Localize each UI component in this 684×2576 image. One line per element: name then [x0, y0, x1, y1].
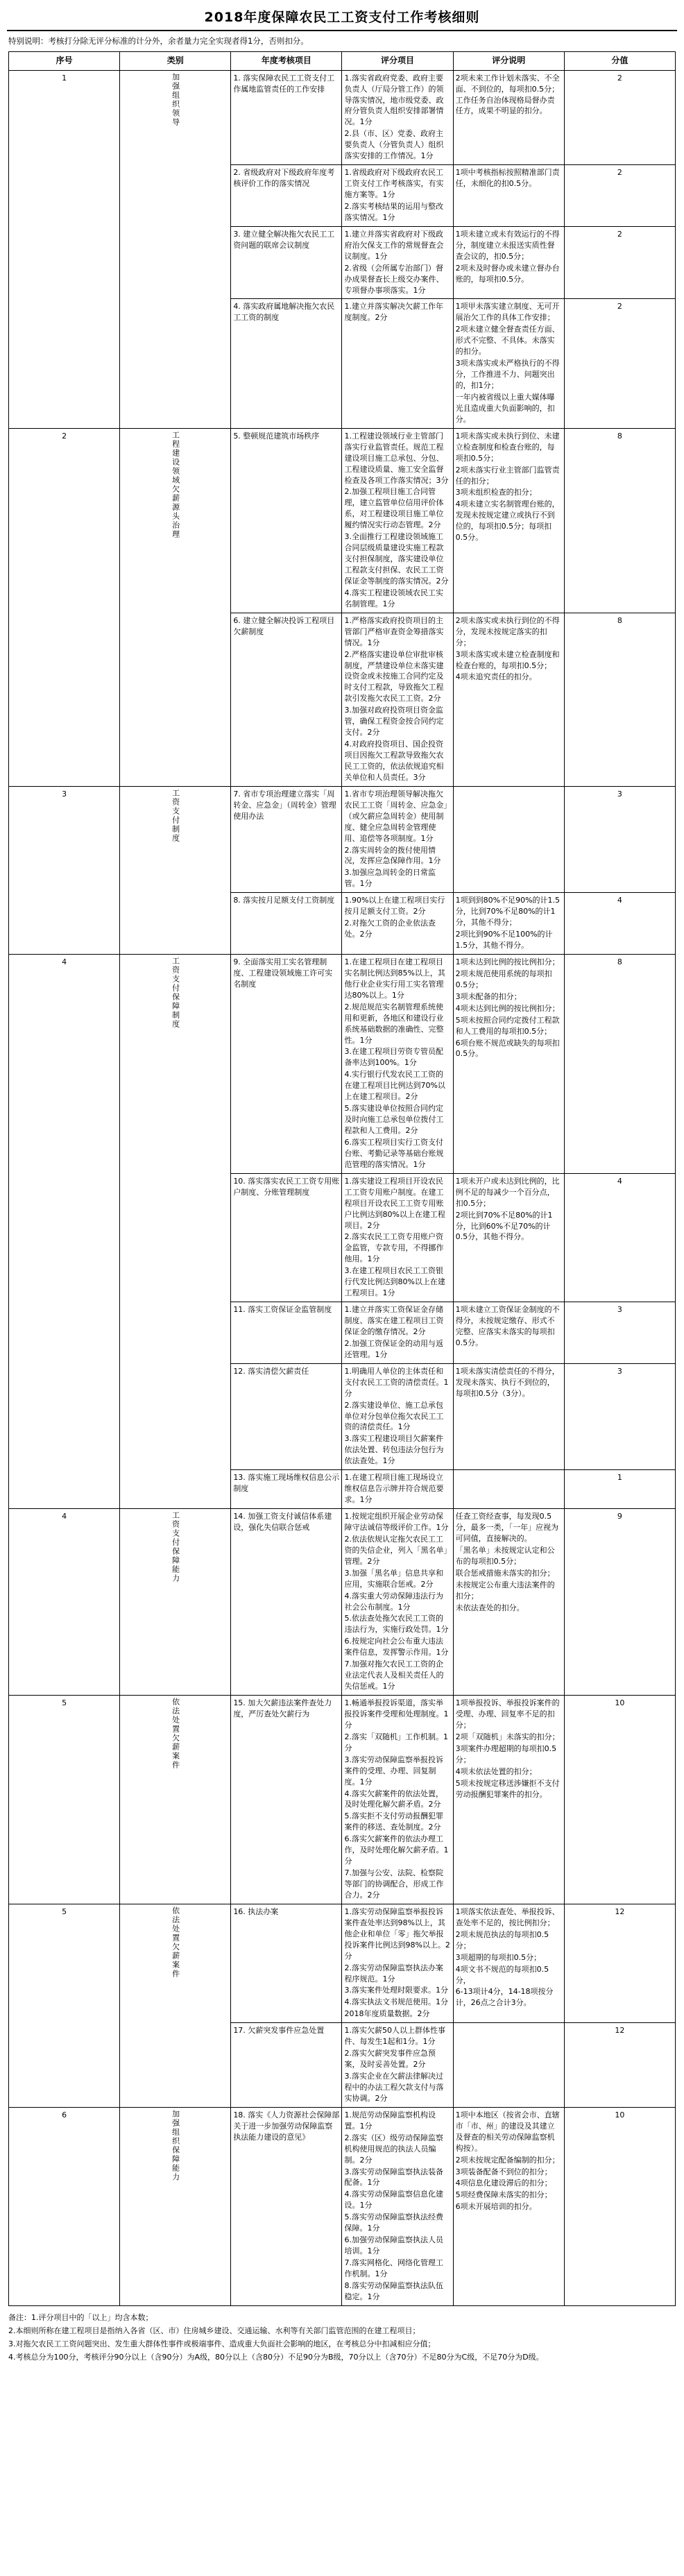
- row-detail: 1.省市专项治理领导解决拖欠农民工工资「周转金、应急金」（或欠薪应急周转金）使用制度、健全应急周转金管理使用、追偿等各项制度。1分 2.落实周转金的拨付使用情况，发挥应急保障作用。1分 3.加强应急周转金的日常监管。1分: [342, 786, 453, 892]
- row-detail: 1.落实建设工程项目开设农民工工资专用账户制度。在建工程项目开设农民工工资专用账户比例达到80%以上在建工程项目。2分 2.落实农民工工资专用账户资金监管，专款专用，不得挪作他用。1分 3.在建工程项目农民工工资银行代发比例达到80%以上在建工程项目。1分: [342, 1173, 453, 1302]
- row-explanation: 1项甲未落实建立制度、无可开展治欠工作的具体工作安排； 2项未建立健全督查责任方面、形式不完整、不具体。未落实的扣分。 3项未落实或未严格执行的不得分，工作推进不力、问题突出的，扣1分； 一年内被省级以上重大媒体曝光且造成重大负面影响的，扣分。: [453, 299, 564, 428]
- category-label: 依法处置欠薪案件: [171, 1906, 180, 1979]
- row-score: 2: [564, 299, 675, 428]
- row-detail: 1.按规定组织开展企业劳动保障守法诚信等级评价工作。1分 2.依法依规认定拖欠农民工工资的失信企业，列入「黑名单」管理。2分 3.加强「黑名单」信息共享和应用，实施联合惩戒。2分 4.落实重大劳动保障违法行为社会公布制度。1分 5.依法查处拖欠农民工工资的违法行为，实施行政处罚。1分 6.按规定向社会公布重大违法案件信息，发挥警示作用。1分 7.加强对拖欠农民工工资的企业法定代表人及相关责任人的失信惩戒。1分: [342, 1509, 453, 1696]
- row-item: 12. 落实清偿欠薪责任: [231, 1363, 342, 1469]
- row-detail: 1.在建工程项目在建工程项目实名制比例达到85%以上，其他行业企业实行用工实名管理达80%以上。1分 2.规范规范实名制管理系统使用和更新，各地区和建设行业系统基础数据的准确性、完整性。1分 3.在建工程项目劳资专管员配备率达到100%。1分 4.实行银行代发农民工工资的在建工程项目比例达到70%以上在建工程项目。2分 5.落实建设单位按照合同约定及时向施工总承包单位拨付工程款和人工费用。2分 6.落实工程项目实行工资支付台账、考勤记录等基础台账规范管理的落实情况。1分: [342, 954, 453, 1173]
- row-explanation: [453, 786, 564, 892]
- row-seq: 2: [9, 428, 120, 786]
- row-score: 1: [564, 1470, 675, 1509]
- header-score: 分值: [564, 52, 675, 70]
- row-score: 12: [564, 1904, 675, 2022]
- row-item: 6. 建立健全解决投诉工程项目欠薪制度: [231, 613, 342, 786]
- special-note: 特别说明：考核打分除无评分标准的计分外，余者量力完全实现者得1分，否则扣分。: [8, 36, 309, 46]
- category-label: 工资支付制度: [171, 788, 180, 843]
- row-category: [120, 2107, 231, 2305]
- footnote-line: 3.对拖欠农民工工资问题突出、发生重大群体性事件或极端事件、造成重大负面社会影响的地区，在考核总分中扣减相应分值；: [8, 2339, 436, 2348]
- row-explanation: 1项中本地区（按省会市、直辖市「市、州」的建设及其建立及督查的相关劳动保障监察机构按）。 2项未按规定配备编制的扣分； 3项装备配备不到位的扣分； 4项信息化建设滞后的扣分； 5项经费保障未落实的扣分； 6项未开展培训的扣分。: [453, 2107, 564, 2305]
- row-detail: 1.建立并落实解决欠薪工作年度制度。2分: [342, 299, 453, 428]
- row-score: 3: [564, 1363, 675, 1469]
- category-label: 工资支付保障制度: [171, 956, 180, 1029]
- row-category: [120, 1509, 231, 1696]
- row-explanation: [453, 2023, 564, 2108]
- table-row: [9, 954, 676, 1173]
- category-label: 工资支付保障能力: [171, 1511, 180, 1584]
- row-explanation: 任查工资经查事，每发现0.5分，最多一类，「一年」应视为可同值，直接解决的。 「黑名单」未按规定认定和公布的每项扣0.5分； 联合惩戒措施未落实的扣分； 未按规定公布重大违法案件的扣分； 未依法查处的扣分。: [453, 1509, 564, 1696]
- row-score: 10: [564, 1696, 675, 1904]
- category-label: 工程建设领域欠薪源头治理: [171, 430, 180, 539]
- header-category: 类别: [120, 52, 231, 70]
- row-seq: 1: [9, 70, 120, 428]
- row-detail: 1.90%以上在建工程项目实行按月足额支付工资。2分 2.对拖欠工资的企业依法查处。2分: [342, 893, 453, 955]
- table-row: [9, 1509, 676, 1696]
- row-score: 3: [564, 786, 675, 892]
- row-explanation: 1项未建立工资保证金制度的不得分，未按规定缴存、形式不完整、应落实未落实的每项扣0.5分。: [453, 1302, 564, 1364]
- row-explanation: 2项未来工作计划未落实、不全面、不到位的，每项扣0.5分；工作任务自治体现格局督办责任方，成果不明显的扣分。: [453, 70, 564, 165]
- row-category: [120, 786, 231, 954]
- row-item: 3. 建立健全解决拖欠农民工工资问题的联席会议制度: [231, 226, 342, 299]
- row-detail: 1.明确用人单位的主体责任和支付农民工工资的清偿责任。1分 2.落实建设单位、施工总承包单位对分包单位拖欠农民工工资的清偿责任。1分 3.落实工程建设项目欠薪案件依法处置、转包违法分包行为依法查处。1分: [342, 1363, 453, 1469]
- row-detail: 1.省级政府对下级政府农民工工资支付工作考核落实，有实施方案等。1分 2.落实考核结果的运用与整改落实情况。1分: [342, 165, 453, 227]
- row-score: 2: [564, 70, 675, 165]
- row-item: 17. 欠薪突发事件应急处置: [231, 2023, 342, 2108]
- header-item: 年度考核项目: [231, 52, 342, 70]
- row-category: [120, 70, 231, 428]
- row-detail: 1.规范劳动保障监察机构设置。1分 2.落实（区）级劳动保障监察机构使用规范的执法人员编制。2分 3.落实劳动保障监察执法装备配备。1分 4.落实劳动保障监察信息化建设。1分 5.落实劳动保障监察执法经费保障。1分 6.加强劳动保障监察执法人员培训。1分 7.落实网格化、网络化管理工作机制。1分 8.落实劳动保障监察执法队伍稳定。1分: [342, 2107, 453, 2305]
- table-row: [9, 70, 676, 165]
- row-item: 18. 落实《人力资源社会保障部关于进一步加强劳动保障监察执法能力建设的意见》: [231, 2107, 342, 2305]
- row-item: 10. 落实落实农民工工资专用账户制度、分账管理制度: [231, 1173, 342, 1302]
- header-detail: 评分项目: [342, 52, 453, 70]
- footnote-line: 2.本细则所称在建工程项目是指纳入各省（区、市）住房城乡建设、交通运输、水利等有关部门监管范围的在建工程项目；: [8, 2326, 420, 2335]
- row-explanation: 1项未落实清偿责任的不得分，发现未落实、执行不到位的，每项扣0.5分（3分）。: [453, 1363, 564, 1469]
- row-explanation: 2项未落实或未执行到位的不得分，发现未按规定落实的扣分； 3项未落实或未建立检查制度和检查台账的，每项扣0.5分； 4项未追究责任的扣分。: [453, 613, 564, 786]
- page-title: 2018年度保障农民工工资支付工作考核细则: [204, 10, 480, 25]
- row-score: 8: [564, 613, 675, 786]
- row-seq: 4: [9, 954, 120, 1508]
- row-score: 8: [564, 428, 675, 613]
- row-detail: 1.落实欠薪50人以上群体性事件、每发生1起和1分。1分 2.落实欠薪突发事件应急预案，及时妥善处置。2分 3.落实企业在欠薪法律解决过程中的办法工程欠款支付与落实协调。2分: [342, 2023, 453, 2108]
- row-seq: 4: [9, 1509, 120, 1696]
- row-detail: 1.畅通举报投诉渠道，落实举报投诉案件受理和处理制度。1分 2.落实「双随机」工作机制。1分 3.落实劳动保障监察举报投诉案件的受理、办理、回复制度。1分 4.落实欠薪案件的依法处置，及时处理化解欠薪矛盾。2分 5.落实拒不支付劳动报酬犯罪案件的移送、查处制度。2分 6.落实欠薪案件的依法办理工作，及时处理化解欠薪矛盾。1分 7.加强与公安、法院、检察院等部门的协调配合，形成工作合力。2分: [342, 1696, 453, 1904]
- row-score: 2: [564, 165, 675, 227]
- row-item: 5. 整顿规范建筑市场秩序: [231, 428, 342, 613]
- row-item: 7. 省市专项治理建立落实「周转金、应急金」（周转金）管理使用办法: [231, 786, 342, 892]
- footnotes: [0, 2306, 684, 2375]
- row-seq: 5: [9, 1696, 120, 1904]
- row-seq: 6: [9, 2107, 120, 2305]
- row-explanation: 1项到到80%不足90%的计1.5分，比到70%不足80%的计1分，其他不得分； 2项比到90%不足100%的计1.5分，其他不得分。: [453, 893, 564, 955]
- row-item: 2. 省级政府对下级政府年度考核评价工作的落实情况: [231, 165, 342, 227]
- title-divider: [7, 30, 677, 31]
- footnote-line: 备注：1.评分项目中的「以上」均含本数；: [8, 2312, 153, 2322]
- header-seq: 序号: [9, 52, 120, 70]
- row-score: 4: [564, 1173, 675, 1302]
- row-score: 3: [564, 1302, 675, 1364]
- row-category: [120, 954, 231, 1508]
- row-category: [120, 1904, 231, 2107]
- row-detail: 1.落实劳动保障监察举报投诉案件查处率达到98%以上，其他企业和单位「零」拖欠举报投诉案件比例达到98%以上。2分 2.落实劳动保障监察执法办案程序规范。1分 3.落实案件处理时限要求。1分 4.落实执法文书规范使用。1分 2018年度质量数据。2分: [342, 1904, 453, 2022]
- row-explanation: 1项未开户或未达到比例的，比例不足的每减少一个百分点，扣0.5分； 2项比到70%不足80%的计1分，比到60%不足70%的计0.5分，其他不得分。: [453, 1173, 564, 1302]
- header-explanation: 评分说明: [453, 52, 564, 70]
- row-item: 14. 加强工资支付诚信体系建设，强化失信联合惩戒: [231, 1509, 342, 1696]
- row-category: [120, 428, 231, 786]
- category-label: 加强组织保障能力: [171, 2109, 180, 2182]
- row-item: 9. 全面落实用工实名管理制度、工程建设领域施工许可实名制度: [231, 954, 342, 1173]
- row-explanation: 1项落实依法查处、举报投诉、查处率不足的，按比例扣分； 2项未规范执法的每项扣0.5分； 3项超期的每项扣0.5分； 4项文书不规范的每项扣0.5分， 6-13项计4分，14-18项按分计，26点之合计3分。: [453, 1904, 564, 2022]
- row-seq: 5: [9, 1904, 120, 2107]
- row-explanation: 1项未达到比例的按比例扣分； 2项未规范使用系统的每项扣0.5分； 3项未配备的扣分； 4项未达到比例的按比例扣分； 5项未按照合同约定拨付工程款和人工费用的每项扣0.5分； 6项台账不规范或缺失的每项扣0.5分。: [453, 954, 564, 1173]
- row-detail: 1.建立并落实工资保证金存储制度、落实在建工程项目工资保证金的缴存情况。2分 2.加强工资保证金的动用与返还管理。1分: [342, 1302, 453, 1364]
- category-label: 依法处置欠薪案件: [171, 1698, 180, 1771]
- row-item: 11. 落实工资保证金监管制度: [231, 1302, 342, 1364]
- row-item: 1. 落实保障农民工工资支付工作属地监管责任的工作安排: [231, 70, 342, 165]
- row-explanation: [453, 1470, 564, 1509]
- row-detail: 1.落实省政府党委、政府主要负责人（厅局分管工作）的领导落实情况，地市级党委、政府分管负责人组织安排部署情况。1分 2.县（市、区）党委、政府主要负责人（分管负责人）组织落实安排的工作情况。1分: [342, 70, 453, 165]
- row-detail: 1.在建工程项目施工现场设立维权信息告示牌并符合规范要求。1分: [342, 1470, 453, 1509]
- table-row: [9, 428, 676, 613]
- assessment-table: [8, 51, 676, 2306]
- row-detail: 1.建立并落实省政府对下级政府治欠保支工作的常规督查会议制度。1分 2.省级（会所属专治部门）督办成果督查长上级交办案件、专项督办事项落实。1分: [342, 226, 453, 299]
- table-row: [9, 1904, 676, 2022]
- table-body: [9, 70, 676, 2305]
- row-score: 4: [564, 893, 675, 955]
- row-item: 4. 落实政府属地解决拖欠农民工工资的制度: [231, 299, 342, 428]
- table-row: [9, 1696, 676, 1904]
- row-item: 13. 落实施工现场维权信息公示制度: [231, 1470, 342, 1509]
- table-row: [9, 786, 676, 892]
- row-score: 9: [564, 1509, 675, 1696]
- category-label: 加强组织领导: [171, 72, 180, 127]
- row-explanation: 1项中考核指标按照精准部门责任，未细化的扣0.5分。: [453, 165, 564, 227]
- row-item: 8. 落实按月足额支付工资制度: [231, 893, 342, 955]
- row-explanation: 1项举报投诉、举报投诉案件的受理、办理、回复率不足的扣分； 2项「双随机」未落实的扣分； 3项案件办理超期的每项扣0.5分； 4项未依法处置的扣分； 5项未按规定移送涉嫌拒不支付劳动报酬犯罪案件的扣分。: [453, 1696, 564, 1904]
- row-seq: 3: [9, 786, 120, 954]
- row-category: [120, 1696, 231, 1904]
- row-score: 8: [564, 954, 675, 1173]
- row-score: 2: [564, 226, 675, 299]
- row-score: 10: [564, 2107, 675, 2305]
- row-explanation: 1项未建立或未有效运行的不得分，制度建立未报送实质性督查会议的，扣0.5分； 2项未及时督办或未建立督办台账的，每项扣0.5分。: [453, 226, 564, 299]
- row-item: 15. 加大欠薪违法案件查处力度，严厉查处欠薪行为: [231, 1696, 342, 1904]
- table-row: [9, 2107, 676, 2305]
- table-header-row: [9, 52, 676, 70]
- row-detail: 1.严格落实政府投资项目的主管部门严格审查资金筹措落实情况。1分 2.严格落实建设单位审批审核制度，严禁建设单位未落实建设资金或未按施工合同约定及时支付工程款，导致拖欠工程款引发拖欠农民工工资。2分 3.加强对政府投资项目资金监管，确保工程资金按合同约定支付。2分 4.对政府投资项目、国企投资项目因拖欠工程款导致拖欠农民工工资的，依法依规追究相关单位和人员责任。3分: [342, 613, 453, 786]
- row-item: 16. 执法办案: [231, 1904, 342, 2022]
- footnote-line: 4.考核总分为100分，考核评分90分以上（含90分）为A级，80分以上（含80分）不足90分为B级，70分以上（含70分）不足80分为C级，不足70分为D级。: [8, 2352, 544, 2362]
- row-explanation: 1项未落实或未执行到位、未建立检查制度和检查台账的，每项扣0.5分； 2项未落实行业主管部门监管责任的扣分； 3项未组织检查的扣分； 4项未建立实名制管理台账的，发现未按规定建立或执行不到位的，每项扣0.5分；每项扣0.5分。: [453, 428, 564, 613]
- row-detail: 1.工程建设领域行业主管部门落实行业监管责任。规范工程建设项目施工总承包、分包、工程建设质量、施工安全监督检查及各项工作落实情况；3分 2.加强工程项目施工合同管理，建立监管单位信用评价体系，对工程建设项目施工单位履约情况实行动态管理。2分 3.全面推行工程建设领域施工合同层级质量建设实施工程款支付担保制度，落实建设单位工程款支付担保、农民工工资保证金等制度的落实情况。2分 4.落实工程建设领域农民工实名制管理。1分: [342, 428, 453, 613]
- row-score: 12: [564, 2023, 675, 2108]
